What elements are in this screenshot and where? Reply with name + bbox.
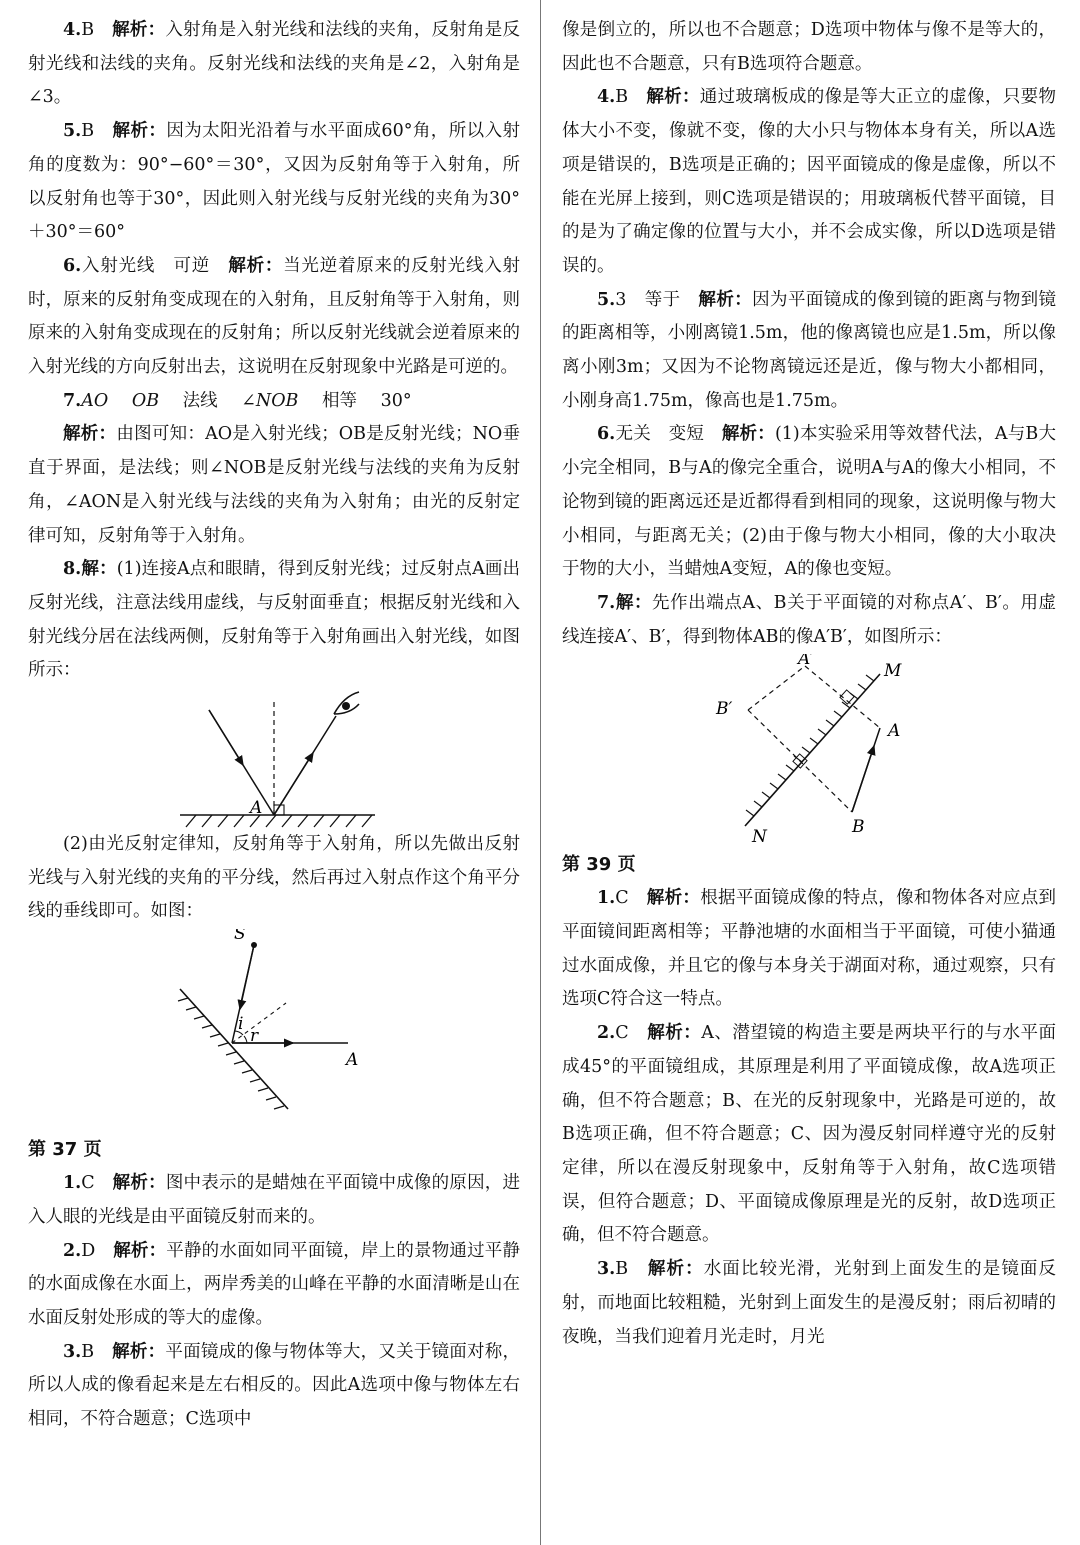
figure-reflection-eye (28, 688, 520, 828)
fig1-point-label: A (250, 798, 263, 819)
answer-7-analysis: 解析：由图可知：AO是入射光线；OB是反射光线；NO垂直于界面，是法线；则∠NOB是反射光线与法线的夹角为反射角，∠AON是入射光线与法线的夹角为入射角；由光的反射定律可知，反射角等于入射角。 (28, 424, 521, 546)
column-separator (540, 0, 541, 1545)
right-column (562, 14, 1056, 1354)
eye-icon (334, 692, 359, 714)
answer-8-part2: (2)由光反射定律知，反射角等于入射角，所以先做出反射光线与入射光线的夹角的平分线，然后再过入射点作这个角平分线的垂线即可。如图： (28, 834, 520, 922)
p39-answer-1: 1.C 解析：根据平面镜成像的特点，像和物体各对应点到平面镜间距离相等；平静池塘的水面相当于平面镜，可使小猫通过水面成像，并且它的像与本身关于湖面对称，通过观察，只有选项C符合这一特点。 (562, 888, 1057, 1010)
r-answer-5: 5.3 等于 解析：因为平面镜成的像到镜的距离与物到镜的距离相等，小刚离镜1.5m，他的像离镜也应是1.5m，所以像离小刚3m；又因为不论物离镜远还是近，像与物大小都相同，小刚身高1.75m，像高也是1.75m。 (562, 289, 1057, 411)
p37-answer-3: 3.B 解析：平面镜成的像与物体等大，又关于镜面对称，所以人成的像看起来是左右相反的。因此A选项中像与物体左右相同，不符合题意；C选项中 (28, 1341, 521, 1430)
fig3-m-label: M (884, 661, 902, 682)
answer-5: 5.B 解析：因为太阳光沿着与水平面成60°角，所以入射角的度数为：90°−60°＝30°，又因为反射角等于入射角，所以反射角也等于30°，因此则入射光线与反射光线的夹角为30°＋30°＝60° (28, 121, 521, 243)
p37-answer-2: 2.D 解析：平静的水面如同平面镜，岸上的景物通过平静的水面成像在水面上，两岸秀美的山峰在平静的水面清晰是山在水面反射处形成的等大的虚像。 (28, 1240, 521, 1328)
p39-answer-3: 3.B 解析：水面比较光滑，光射到上面发生的是镜面反射，而地面比较粗糙，光射到上面发生的是漫反射；雨后初晴的夜晚，当我们迎着月光走时，月光 (562, 1259, 1057, 1347)
page-39-heading: 第 39 页 (562, 854, 636, 876)
fig2-i-label: i (238, 1014, 244, 1035)
figure-mirror-image (562, 654, 1056, 844)
page-37-heading: 第 37 页 (28, 1139, 102, 1161)
fig2-s-label: S (234, 929, 246, 945)
answer-8-part1: 8.解：(1)连接A点和眼睛，得到反射光线；过反射点A画出反射光线，注意法线用虚线，与反射面垂直；根据反射光线和入射光线分居在法线两侧，反射角等于入射角画出入射光线，如图所示： (28, 559, 521, 681)
continued-text: 像是倒立的，所以也不合题意；D选项中物体与像不是等大的，因此也不合题意，只有B选项符合题意。 (562, 20, 1056, 74)
answer-7-answers: 7.AO OB 法线 ∠NOB 相等 30° (63, 390, 412, 411)
fig3-n-label: N (752, 827, 767, 845)
fig2-r-label: r (250, 1026, 259, 1047)
fig3-a-prime-label: A′ (798, 654, 815, 670)
fig2-a-label: A (346, 1050, 359, 1071)
fig3-b-prime-label: B′ (716, 699, 733, 720)
r-answer-6: 6.无关 变短 解析：(1)本实验采用等效替代法，A与B大小完全相同，B与A的像完全重合，说明A与A的像大小相同，不论物到镜的距离远还是近都得看到相同的现象，这说明像与物大小相同，与距离无关；(2)由于像与物大小相同，像的大小取决于物的大小，当蜡烛A变短，A的像也变短。 (562, 424, 1057, 580)
left-column (28, 14, 520, 1437)
r-answer-7: 7.解：先作出端点A、B关于平面镜的对称点A′、B′。用虚线连接A′、B′，得到物体AB的像A′B′，如图所示： (562, 592, 1057, 647)
fig3-a-label: A (888, 721, 901, 742)
answer-6: 6.入射光线 可逆 解析：当光逆着原来的反射光线入射时，原来的反射角变成现在的入射角，且反射角等于入射角，则原来的入射角变成现在的反射角；所以反射光线就会逆着原来的入射光线的方向反射出去，这说明在反射现象中光路是可逆的。 (28, 255, 521, 378)
r-answer-4: 4.B 解析：通过玻璃板成的像是等大正立的虚像，只要物体大小不变，像就不变，像的大小只与物体本身有关，所以A选项是错误的，B选项是正确的；因平面镜成的像是虚像，所以不能在光屏上接到，则C选项是错误的；用玻璃板代替平面镜，目的是为了确定像的位置与大小，并不会成实像，所以D选项是错误的。 (562, 87, 1057, 276)
fig3-b-label: B (852, 817, 865, 838)
answer-4: 4.B 解析：入射角是入射光线和法线的夹角，反射角是反射光线和法线的夹角。反射光线和法线的夹角是∠2，入射角是∠3。 (28, 20, 521, 108)
figure-mirror-bisector (28, 929, 520, 1129)
p39-answer-2: 2.C 解析：A、潜望镜的构造主要是两块平行的与水平面成45°的平面镜组成，其原理是利用了平面镜成像，故A选项正确，但不符合题意；B、在光的反射现象中，光路是可逆的，故B选项正确，但不符合题意；C、因为漫反射同样遵守光的反射定律，所以在漫反射现象中，反射角等于入射角，故C选项错误，但符合题意；D、平面镜成像原理是光的反射，故D选项正确，但不符合题意。 (562, 1023, 1057, 1246)
p37-answer-1: 1.C 解析：图中表示的是蜡烛在平面镜中成像的原因，进入人眼的光线是由平面镜反射而来的。 (28, 1173, 521, 1227)
